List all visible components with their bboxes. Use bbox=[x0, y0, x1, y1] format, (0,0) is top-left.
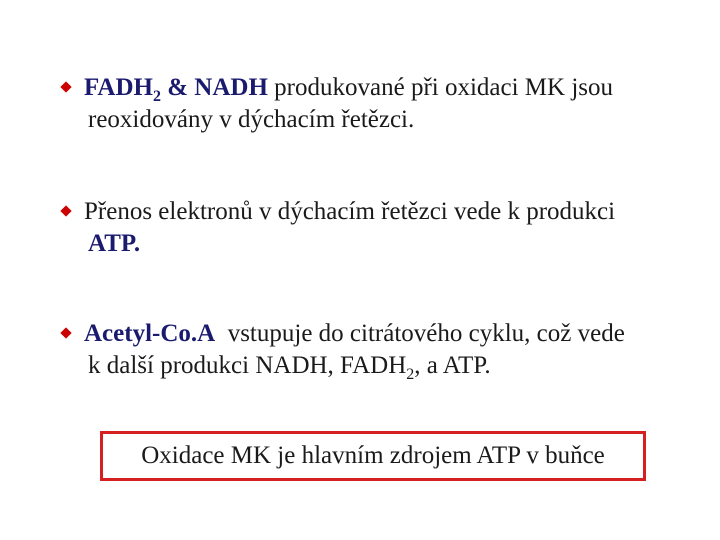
bullet-text-continuation: k další produkci NADH, FADH bbox=[88, 352, 407, 379]
bullet-text: vstupuje do citrátového cyklu, což vede bbox=[215, 320, 625, 347]
bullet-text-end: , a ATP. bbox=[414, 352, 491, 379]
bullet-diamond-icon bbox=[60, 327, 71, 338]
bullet-diamond-icon bbox=[60, 81, 71, 92]
bullet-text: produkované při oxidaci MK jsou bbox=[267, 74, 614, 101]
bullet-item bbox=[60, 196, 700, 260]
subscript-2: 2 bbox=[152, 88, 161, 105]
bullet-diamond-icon bbox=[60, 205, 71, 216]
bullet-text-continuation: reoxidovány v dýchacím řetězci. bbox=[88, 106, 415, 133]
conclusion-box: Oxidace MK je hlavním zdrojem ATP v buňce bbox=[100, 431, 646, 481]
subscript-2: 2 bbox=[406, 366, 415, 383]
atp-label: ATP. bbox=[88, 230, 141, 257]
fadh-label: FADH bbox=[84, 74, 153, 101]
acetyl-coa-label: Acetyl-Co.A bbox=[84, 320, 216, 347]
bullet-item bbox=[60, 72, 700, 136]
bullet-item bbox=[60, 318, 700, 382]
bullet-text: Přenos elektronů v dýchacím řetězci vede k produkci bbox=[84, 198, 616, 225]
nadh-label: & NADH bbox=[160, 74, 268, 101]
